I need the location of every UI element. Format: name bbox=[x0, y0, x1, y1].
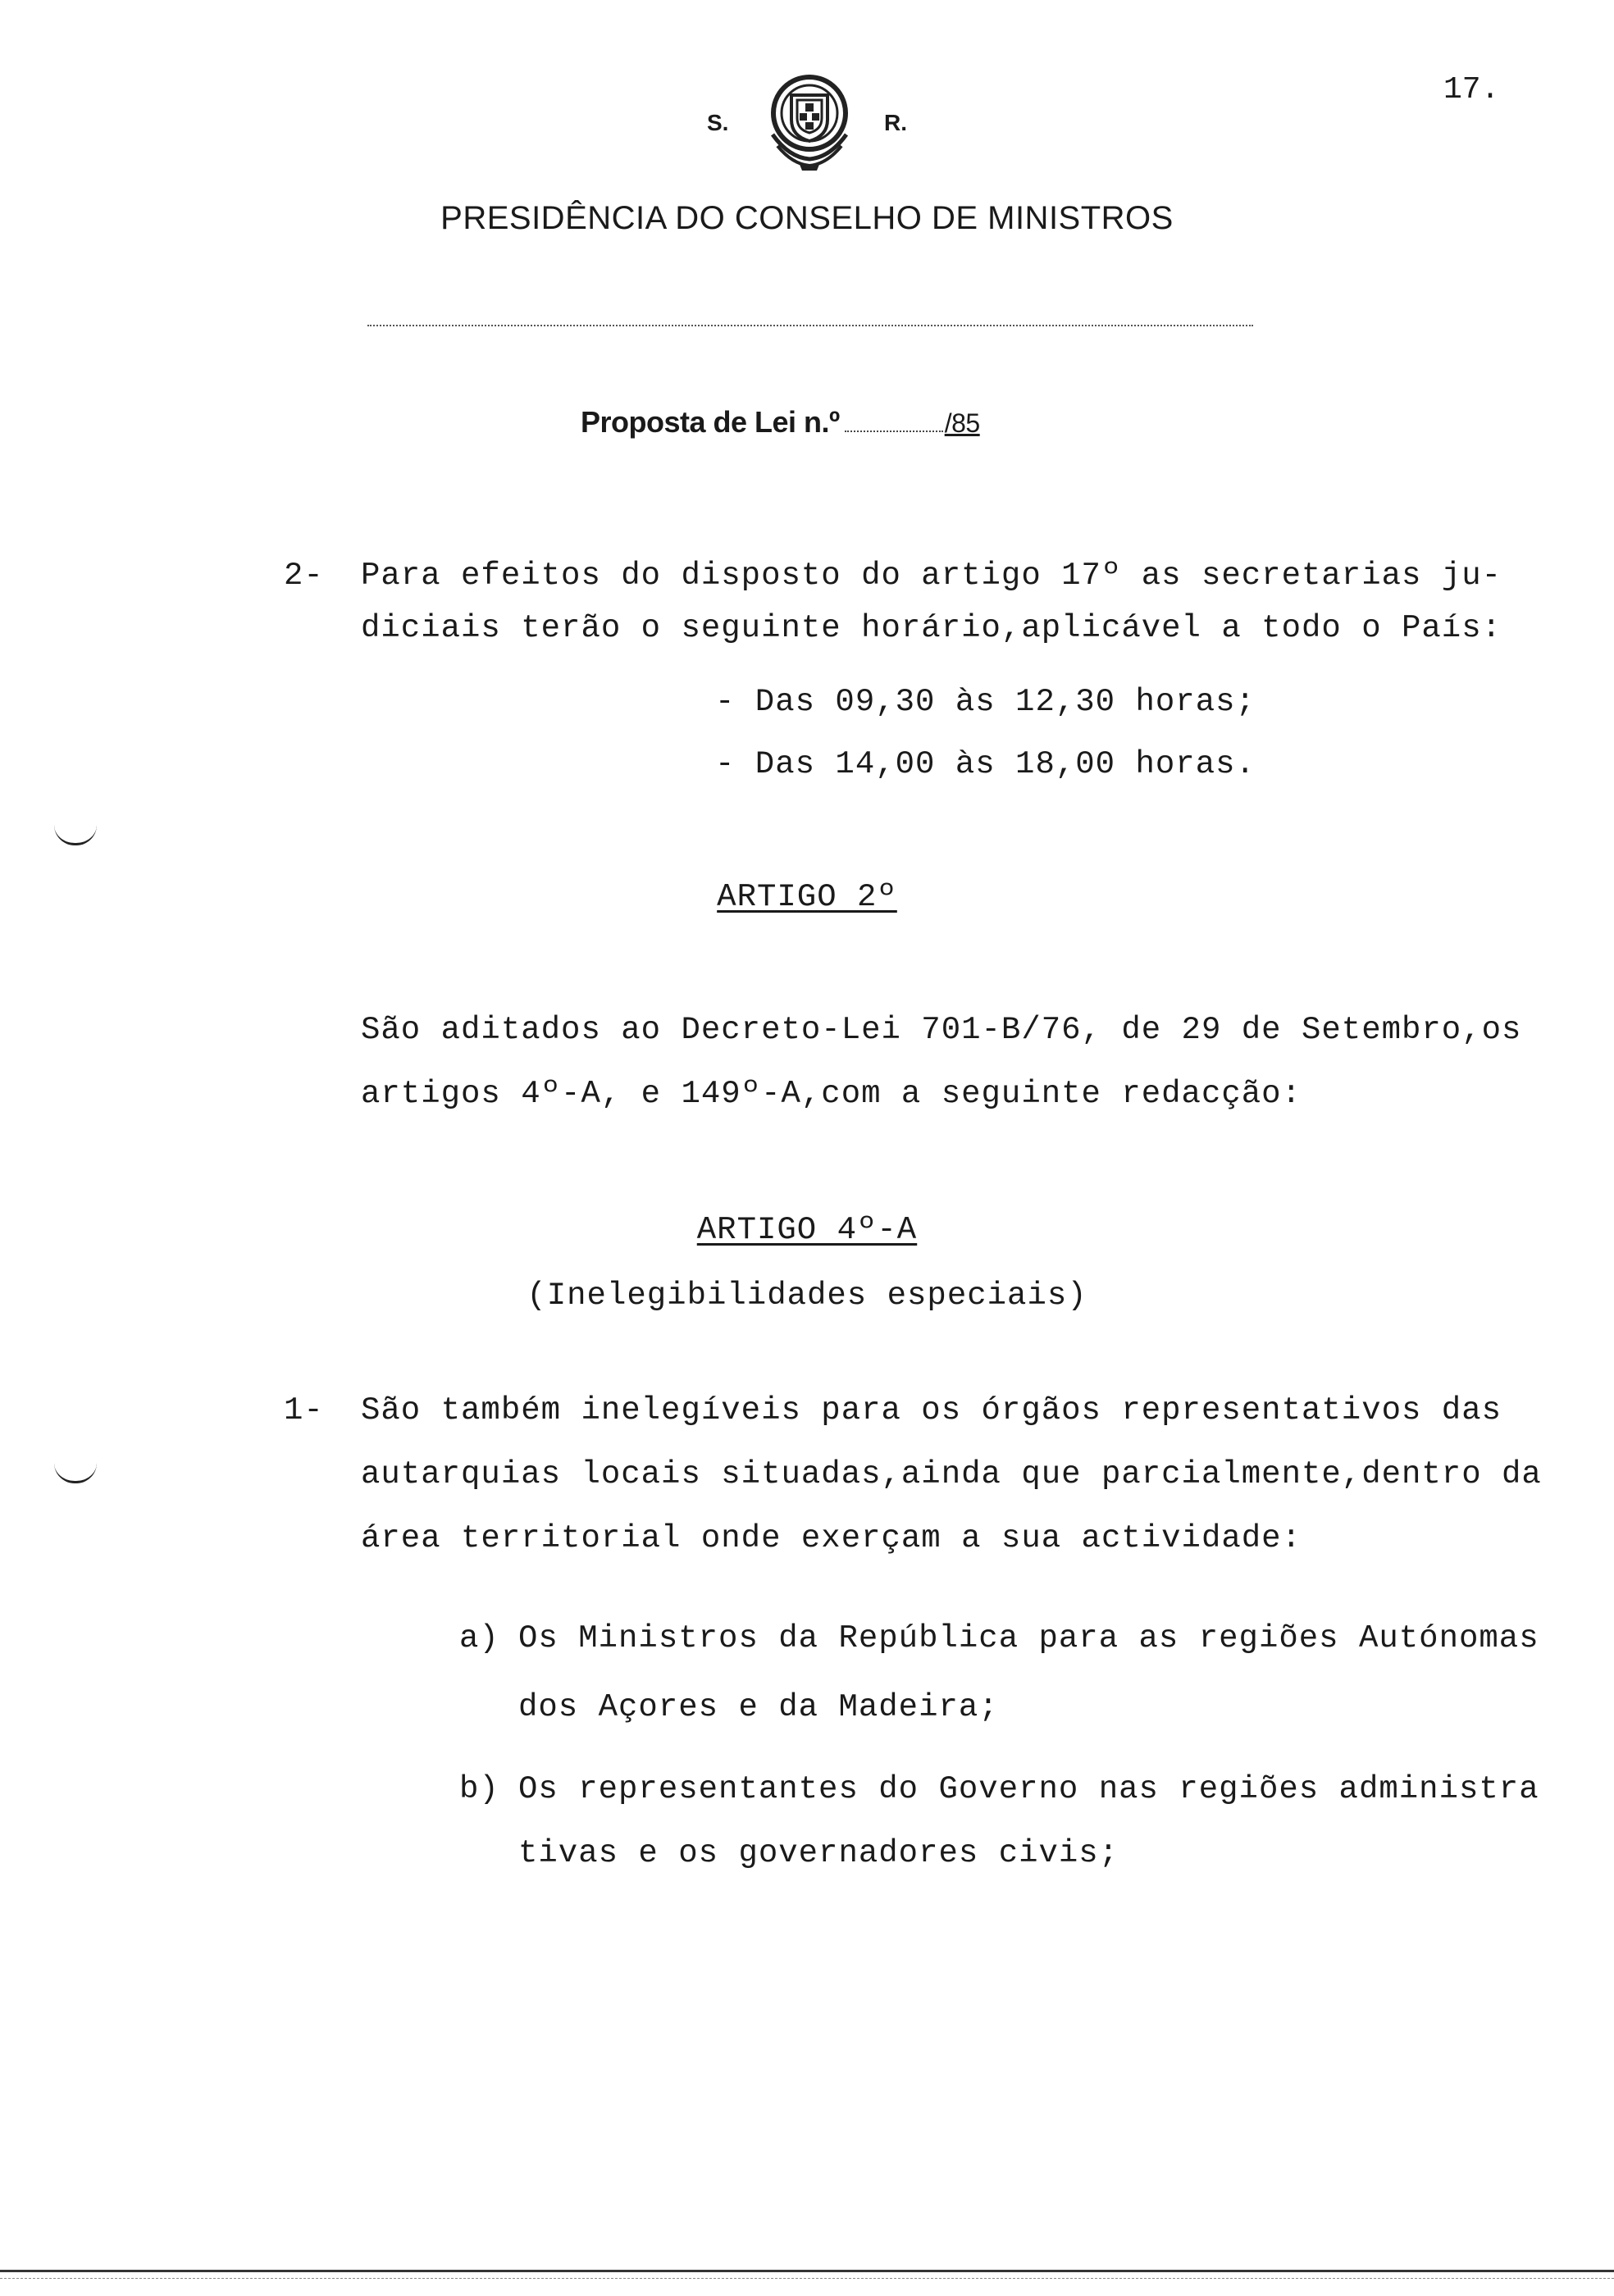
paragraph-line: diciais terão o seguinte horário,aplicável a todo o País: bbox=[361, 610, 1502, 646]
list-label: a) bbox=[459, 1620, 499, 1656]
paragraph-line: São também inelegíveis para os órgãos representativos das bbox=[361, 1392, 1502, 1428]
margin-mark bbox=[54, 1463, 97, 1483]
office-title: PRESIDÊNCIA DO CONSELHO DE MINISTROS bbox=[440, 200, 1174, 236]
header-s-label: S. bbox=[707, 110, 729, 135]
list-label: b) bbox=[459, 1771, 499, 1807]
header-r-label: R. bbox=[884, 110, 907, 135]
paragraph-line: área territorial onde exerçam a sua actividade: bbox=[361, 1520, 1302, 1556]
article-heading-text: ARTIGO 2º bbox=[717, 879, 897, 915]
paragraph-line: artigos 4º-A, e 149º-A,com a seguinte redacção: bbox=[361, 1076, 1302, 1112]
list-item-line: dos Açores e da Madeira; bbox=[518, 1689, 999, 1725]
page-bottom-edge bbox=[0, 2270, 1614, 2272]
paragraph-line: Para efeitos do disposto do artigo 17º as secretarias ju- bbox=[361, 558, 1502, 594]
proposta-label: Proposta de Lei n.º bbox=[581, 405, 840, 439]
article-subheading: (Inelegibilidades especiais) bbox=[527, 1278, 1087, 1314]
paragraph-number: 1- bbox=[284, 1392, 324, 1428]
paragraph-line: São aditados ao Decreto-Lei 701-B/76, de 29 de Setembro,os bbox=[361, 1012, 1522, 1048]
paragraph-number: 2- bbox=[284, 558, 324, 594]
list-item-line: Os Ministros da República para as regiões Autónomas bbox=[518, 1620, 1539, 1656]
paragraph-line: autarquias locais situadas,ainda que parcialmente,dentro da bbox=[361, 1456, 1542, 1492]
page-number: 17. bbox=[1443, 72, 1500, 107]
article-heading bbox=[0, 879, 1614, 915]
schedule-item: - Das 09,30 às 12,30 horas; bbox=[715, 684, 1256, 720]
dotted-divider bbox=[367, 325, 1253, 326]
list-item-line: tivas e os governadores civis; bbox=[518, 1835, 1119, 1871]
proposta-line bbox=[581, 405, 980, 440]
article-heading bbox=[0, 1212, 1614, 1248]
margin-mark bbox=[54, 825, 97, 845]
proposta-number: /85 bbox=[944, 408, 980, 438]
schedule-item: - Das 14,00 às 18,00 horas. bbox=[715, 746, 1256, 782]
list-item-line: Os representantes do Governo nas regiões administra bbox=[518, 1771, 1539, 1807]
article-heading-text: ARTIGO 4º-A bbox=[696, 1212, 918, 1248]
coat-of-arms-icon bbox=[761, 71, 858, 172]
page-bottom-edge bbox=[0, 2278, 1614, 2279]
proposta-dots bbox=[845, 430, 943, 432]
